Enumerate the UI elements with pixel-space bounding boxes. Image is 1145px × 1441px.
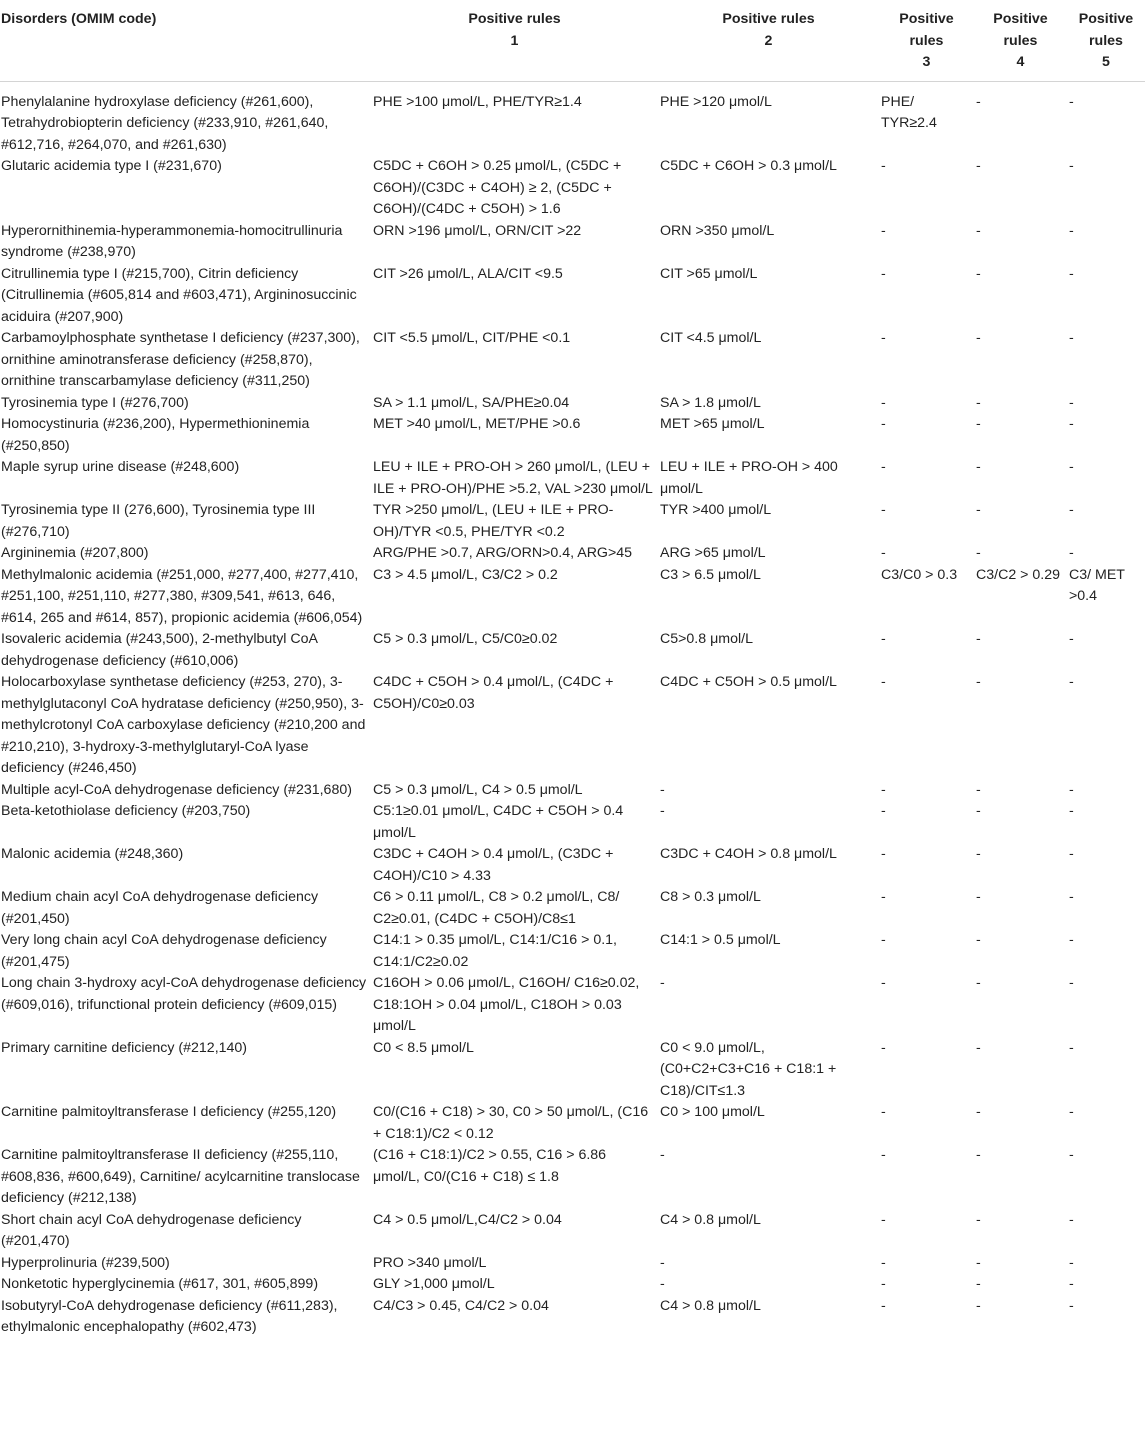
rule-5-cell: - xyxy=(1069,846,1074,862)
rule-1-cell: C3 > 4.5 μmol/L, C3/C2 > 0.2 xyxy=(373,566,558,583)
rule-1-cell: (C16 + C18:1)/C2 > 0.55, C16 > 6.86 μmol/L, C0/(C16 + C18) ≤ 1.8 xyxy=(373,1147,607,1185)
table-row xyxy=(0,1253,1145,1275)
disorder-cell: Carnitine palmitoyltransferase I deficiency (#255,120) xyxy=(1,1104,337,1120)
table-row xyxy=(0,543,1145,565)
rule-2-cell: C0 > 100 μmol/L xyxy=(660,1104,765,1120)
rule-3-cell: - xyxy=(881,545,886,561)
table-row xyxy=(0,565,1145,630)
header-disorders xyxy=(0,0,371,81)
rule-4-cell: - xyxy=(976,416,981,432)
rule-3-cell: - xyxy=(881,222,886,239)
rule-1-cell: C14:1 > 0.35 μmol/L, C14:1/C16 > 0.1, C14:1/C2≥0.02 xyxy=(373,932,617,970)
table-header xyxy=(0,0,1145,81)
rule-4-cell: - xyxy=(976,803,981,819)
rule-4-cell: - xyxy=(976,1276,981,1292)
rule-5-cell: - xyxy=(1069,932,1074,948)
disorder-cell: Glutaric acidemia type I (#231,670) xyxy=(1,158,222,174)
header-row xyxy=(0,0,1145,81)
table-row xyxy=(0,973,1145,1038)
header-line: rules xyxy=(909,32,944,49)
rule-1-cell: PHE >100 μmol/L, PHE/TYR≥1.4 xyxy=(373,93,582,110)
rule-3-cell: - xyxy=(881,631,886,647)
table-row xyxy=(0,156,1145,221)
header-rules-3 xyxy=(879,0,974,81)
rule-3-cell: - xyxy=(881,1297,886,1314)
rule-5-cell: - xyxy=(1069,459,1074,475)
rule-1-cell: C0 < 8.5 μmol/L xyxy=(373,1039,474,1056)
rule-5-cell: - xyxy=(1069,631,1074,647)
rule-3-cell: - xyxy=(881,416,886,432)
disorder-cell: Multiple acyl-CoA dehydrogenase deficiency (#231,680) xyxy=(1,781,352,798)
header-rules-4 xyxy=(974,0,1067,81)
header-rules-2 xyxy=(658,0,879,81)
table-row xyxy=(0,780,1145,802)
disorder-cell: Argininemia (#207,800) xyxy=(1,545,149,561)
rule-5-cell: - xyxy=(1069,803,1074,819)
table-row xyxy=(0,264,1145,329)
rule-4-cell: - xyxy=(976,1211,981,1228)
rule-3-cell: - xyxy=(881,846,886,862)
rule-1-cell: C4DC + C5OH > 0.4 μmol/L, (C4DC + C5OH)/C0≥0.03 xyxy=(373,674,614,712)
rule-3-cell: - xyxy=(881,1039,886,1056)
disorder-cell: Isovaleric acidemia (#243,500), 2-methylbutyl CoA dehydrogenase deficiency (#610,006) xyxy=(1,631,318,669)
header-line: Positive rules xyxy=(722,11,815,27)
rule-2-cell: - xyxy=(660,1147,665,1163)
rule-5-cell: - xyxy=(1069,1104,1074,1120)
rule-3-cell: - xyxy=(881,502,886,518)
header-line: 1 xyxy=(510,32,519,49)
rule-4-cell: - xyxy=(976,1039,981,1056)
rule-5-cell: - xyxy=(1069,975,1074,991)
table-row xyxy=(0,457,1145,500)
disorder-cell: Tyrosinemia type II (276,600), Tyrosinemia type III (#276,710) xyxy=(1,502,316,540)
rule-4-cell: - xyxy=(976,545,981,561)
rule-5-cell: - xyxy=(1069,330,1074,346)
disorder-cell: Phenylalanine hydroxylase deficiency (#261,600), Tetrahydrobiopterin deficiency (#233,910, #261,640, #612,716, #264,070, and #261,630) xyxy=(1,93,329,153)
table-row xyxy=(0,887,1145,930)
rule-2-cell: C4DC + C5OH > 0.5 μmol/L xyxy=(660,674,837,690)
rule-5-cell: - xyxy=(1069,545,1074,561)
rule-5-cell: - xyxy=(1069,1147,1074,1163)
rule-3-cell: PHE/ TYR≥2.4 xyxy=(881,93,937,131)
rule-5-cell: - xyxy=(1069,265,1074,282)
rule-2-cell: MET >65 μmol/L xyxy=(660,416,765,432)
rule-4-cell: C3/C2 > 0.29 xyxy=(976,566,1060,583)
rule-5-cell: - xyxy=(1069,781,1074,798)
rule-5-cell: C3/ MET >0.4 xyxy=(1069,566,1125,604)
rule-4-cell: - xyxy=(976,265,981,282)
rule-1-cell: C5 > 0.3 μmol/L, C4 > 0.5 μmol/L xyxy=(373,781,583,798)
rule-3-cell: - xyxy=(881,1211,886,1228)
disorder-cell: Carnitine palmitoyltransferase II deficiency (#255,110, #608,836, #600,649), Carnitine/ acylcarnitine translocase deficiency (#212,138) xyxy=(1,1147,360,1206)
rule-1-cell: TYR >250 μmol/L, (LEU + ILE + PRO-OH)/TYR <0.5, PHE/TYR <0.2 xyxy=(373,502,614,540)
rule-1-cell: C4 > 0.5 μmol/L,C4/C2 > 0.04 xyxy=(373,1211,562,1228)
rule-4-cell: - xyxy=(976,889,981,905)
rule-2-cell: C4 > 0.8 μmol/L xyxy=(660,1211,761,1228)
header-line: 4 xyxy=(1016,54,1025,70)
rule-2-cell: C5>0.8 μmol/L xyxy=(660,631,753,647)
rule-1-cell: C5DC + C6OH > 0.25 μmol/L, (C5DC + C6OH)/(C3DC + C4OH) ≥ 2, (C5DC + C6OH)/(C4DC + C5OH) > 1.6 xyxy=(373,158,622,217)
header-line: 2 xyxy=(764,32,773,49)
rule-4-cell: - xyxy=(976,932,981,948)
rule-4-cell: - xyxy=(976,93,981,110)
rule-5-cell: - xyxy=(1069,158,1074,174)
disorder-cell: Tyrosinemia type I (#276,700) xyxy=(1,394,189,411)
rule-1-cell: C0/(C16 + C18) > 30, C0 > 50 μmol/L, (C16 + C18:1)/C2 < 0.12 xyxy=(373,1104,649,1142)
disorder-cell: Carbamoylphosphate synthetase I deficiency (#237,300), ornithine aminotransferase deficiency (#258,870), ornithine transcarbamylase deficiency (#311,250) xyxy=(1,330,360,389)
rule-4-cell: - xyxy=(976,394,981,411)
rule-5-cell: - xyxy=(1069,1254,1074,1271)
disorder-cell: Medium chain acyl CoA dehydrogenase deficiency (#201,450) xyxy=(1,889,319,927)
rule-4-cell: - xyxy=(976,781,981,798)
rule-3-cell: C3/C0 > 0.3 xyxy=(881,566,958,583)
table-row xyxy=(0,1210,1145,1253)
rule-5-cell: - xyxy=(1069,416,1074,432)
rule-1-cell: C3DC + C4OH > 0.4 μmol/L, (C3DC + C4OH)/C10 > 4.33 xyxy=(373,846,614,884)
disorder-cell: Short chain acyl CoA dehydrogenase deficiency (#201,470) xyxy=(1,1211,302,1249)
header-line: 5 xyxy=(1102,54,1110,70)
rule-4-cell: - xyxy=(976,330,981,346)
rule-1-cell: C5:1≥0.01 μmol/L, C4DC + C5OH > 0.4 μmol/L xyxy=(373,803,624,841)
rule-2-cell: C8 > 0.3 μmol/L xyxy=(660,889,761,905)
table-row xyxy=(0,1145,1145,1210)
disorder-cell: Long chain 3-hydroxy acyl-CoA dehydrogenase deficiency (#609,016), trifunctional protein deficiency (#609,015) xyxy=(1,975,367,1013)
table-row xyxy=(0,393,1145,415)
rule-1-cell: ORN >196 μmol/L, ORN/CIT >22 xyxy=(373,222,582,239)
rule-2-cell: ORN >350 μmol/L xyxy=(660,222,775,239)
header-line: rules xyxy=(1089,32,1123,49)
table-row xyxy=(0,844,1145,887)
rule-1-cell: C16OH > 0.06 μmol/L, C16OH/ C16≥0.02, C18:1OH > 0.04 μmol/L, C18OH > 0.03 μmol/L xyxy=(373,975,640,1034)
rule-5-cell: - xyxy=(1069,93,1074,110)
rule-1-cell: C5 > 0.3 μmol/L, C5/C0≥0.02 xyxy=(373,631,558,647)
disorder-cell: Hyperornithinemia-hyperammonemia-homocitrullinuria syndrome (#238,970) xyxy=(1,222,343,260)
rule-3-cell: - xyxy=(881,803,886,819)
rule-3-cell: - xyxy=(881,1276,886,1292)
disorder-cell: Methylmalonic acidemia (#251,000, #277,400, #277,410, #251,100, #251,110, #277,380, #309,541, #613, 646, #614, 265 and #614, 857), propionic acidemia (#606,054) xyxy=(1,566,363,626)
table-row xyxy=(0,221,1145,264)
disorder-cell: Holocarboxylase synthetase deficiency (#253, 270), 3-methylglutaconyl CoA hydratase deficiency (#250,950), 3-methylcrotonyl CoA carboxylase deficiency (#210,200 and #210,210), 3-hydroxy-3-methylglutaryl-CoA lyase deficiency (#246,450) xyxy=(1,674,366,776)
rule-1-cell: CIT <5.5 μmol/L, CIT/PHE <0.1 xyxy=(373,330,571,346)
rule-5-cell: - xyxy=(1069,1297,1074,1314)
rule-2-cell: - xyxy=(660,803,665,819)
disorder-cell: Maple syrup urine disease (#248,600) xyxy=(1,459,240,475)
rule-3-cell: - xyxy=(881,889,886,905)
disorder-cell: Very long chain acyl CoA dehydrogenase deficiency (#201,475) xyxy=(1,932,327,970)
rule-4-cell: - xyxy=(976,631,981,647)
table-row xyxy=(0,1102,1145,1145)
rule-1-cell: CIT >26 μmol/L, ALA/CIT <9.5 xyxy=(373,265,563,282)
rule-2-cell: C5DC + C6OH > 0.3 μmol/L xyxy=(660,158,837,174)
header-line: 3 xyxy=(922,54,931,70)
disorder-cell: Hyperprolinuria (#239,500) xyxy=(1,1254,170,1271)
rule-3-cell: - xyxy=(881,1147,886,1163)
header-line: Positive xyxy=(993,11,1048,27)
rule-4-cell: - xyxy=(976,502,981,518)
disorder-cell: Homocystinuria (#236,200), Hypermethioninemia (#250,850) xyxy=(1,416,310,454)
table-row xyxy=(0,81,1145,156)
rule-5-cell: - xyxy=(1069,1211,1074,1228)
rule-2-cell: - xyxy=(660,781,665,798)
rule-4-cell: - xyxy=(976,674,981,690)
table-row xyxy=(0,930,1145,973)
rule-4-cell: - xyxy=(976,1254,981,1271)
header-line: rules xyxy=(1003,32,1038,49)
rule-5-cell: - xyxy=(1069,222,1074,239)
rule-1-cell: C4/C3 > 0.45, C4/C2 > 0.04 xyxy=(373,1297,549,1314)
rule-2-cell: PHE >120 μmol/L xyxy=(660,93,772,110)
rule-4-cell: - xyxy=(976,846,981,862)
rule-2-cell: TYR >400 μmol/L xyxy=(660,502,772,518)
disorder-cell: Citrullinemia type I (#215,700), Citrin deficiency (Citrullinemia (#605,814 and #603,471), Argininosuccinic aciduira (#207,900) xyxy=(1,265,357,325)
rule-2-cell: C3DC + C4OH > 0.8 μmol/L xyxy=(660,846,837,862)
rule-3-cell: - xyxy=(881,975,886,991)
header-line: Positive rules xyxy=(468,11,561,27)
rule-5-cell: - xyxy=(1069,889,1074,905)
rule-3-cell: - xyxy=(881,1254,886,1271)
rule-3-cell: - xyxy=(881,932,886,948)
rule-5-cell: - xyxy=(1069,502,1074,518)
rule-3-cell: - xyxy=(881,1104,886,1120)
rule-2-cell: SA > 1.8 μmol/L xyxy=(660,394,761,411)
rule-3-cell: - xyxy=(881,459,886,475)
table-row xyxy=(0,1038,1145,1103)
disorder-cell: Nonketotic hyperglycinemia (#617, 301, #605,899) xyxy=(1,1276,319,1292)
table-row xyxy=(0,801,1145,844)
rule-4-cell: - xyxy=(976,975,981,991)
rule-3-cell: - xyxy=(881,394,886,411)
rule-3-cell: - xyxy=(881,674,886,690)
rule-2-cell: C4 > 0.8 μmol/L xyxy=(660,1297,761,1314)
header-line: Disorders (OMIM code) xyxy=(1,11,157,27)
rule-2-cell: - xyxy=(660,1254,665,1271)
rule-2-cell: ARG >65 μmol/L xyxy=(660,545,766,561)
rule-4-cell: - xyxy=(976,459,981,475)
table-row xyxy=(0,629,1145,672)
rule-1-cell: GLY >1,000 μmol/L xyxy=(373,1276,495,1292)
disorder-cell: Beta-ketothiolase deficiency (#203,750) xyxy=(1,803,251,819)
rule-4-cell: - xyxy=(976,1104,981,1120)
rule-2-cell: CIT >65 μmol/L xyxy=(660,265,758,282)
rule-4-cell: - xyxy=(976,1147,981,1163)
rule-5-cell: - xyxy=(1069,674,1074,690)
rule-3-cell: - xyxy=(881,781,886,798)
rule-2-cell: C0 < 9.0 μmol/L, (C0+C2+C3+C16 + C18:1 + C18)/CIT≤1.3 xyxy=(660,1039,837,1099)
table-row xyxy=(0,414,1145,457)
table-row xyxy=(0,672,1145,780)
rule-1-cell: SA > 1.1 μmol/L, SA/PHE≥0.04 xyxy=(373,394,570,411)
rule-3-cell: - xyxy=(881,265,886,282)
disorder-cell: Isobutyryl-CoA dehydrogenase deficiency (#611,283), ethylmalonic encephalopathy (#602,473) xyxy=(1,1297,338,1335)
table-row xyxy=(0,1274,1145,1296)
rule-1-cell: LEU + ILE + PRO-OH > 260 μmol/L, (LEU + ILE + PRO-OH)/PHE >5.2, VAL >230 μmol/L xyxy=(373,459,653,497)
rule-5-cell: - xyxy=(1069,1276,1074,1292)
disorder-cell: Malonic acidemia (#248,360) xyxy=(1,846,184,862)
rule-2-cell: C14:1 > 0.5 μmol/L xyxy=(660,932,781,948)
rule-2-cell: CIT <4.5 μmol/L xyxy=(660,330,762,346)
rule-2-cell: - xyxy=(660,1276,665,1292)
rule-1-cell: PRO >340 μmol/L xyxy=(373,1254,487,1271)
rule-1-cell: ARG/PHE >0.7, ARG/ORN>0.4, ARG>45 xyxy=(373,545,633,561)
header-rules-5 xyxy=(1067,0,1145,81)
rule-5-cell: - xyxy=(1069,1039,1074,1056)
rule-1-cell: C6 > 0.11 μmol/L, C8 > 0.2 μmol/L, C8/ C2≥0.01, (C4DC + C5OH)/C8≤1 xyxy=(373,889,620,927)
header-rules-1 xyxy=(371,0,658,81)
rule-4-cell: - xyxy=(976,158,981,174)
header-line: Positive xyxy=(1078,11,1134,27)
rule-5-cell: - xyxy=(1069,394,1074,411)
rule-1-cell: MET >40 μmol/L, MET/PHE >0.6 xyxy=(373,416,581,432)
table-row xyxy=(0,328,1145,393)
rule-2-cell: - xyxy=(660,975,665,991)
table-row xyxy=(0,500,1145,543)
disorder-cell: Primary carnitine deficiency (#212,140) xyxy=(1,1039,248,1056)
rule-4-cell: - xyxy=(976,222,981,239)
table-row xyxy=(0,1296,1145,1339)
rule-3-cell: - xyxy=(881,330,886,346)
rule-4-cell: - xyxy=(976,1297,981,1314)
rule-2-cell: C3 > 6.5 μmol/L xyxy=(660,566,761,583)
table-body xyxy=(0,81,1145,1339)
header-line: Positive xyxy=(899,11,954,27)
rule-3-cell: - xyxy=(881,158,886,174)
rule-2-cell: LEU + ILE + PRO-OH > 400 μmol/L xyxy=(660,459,838,497)
